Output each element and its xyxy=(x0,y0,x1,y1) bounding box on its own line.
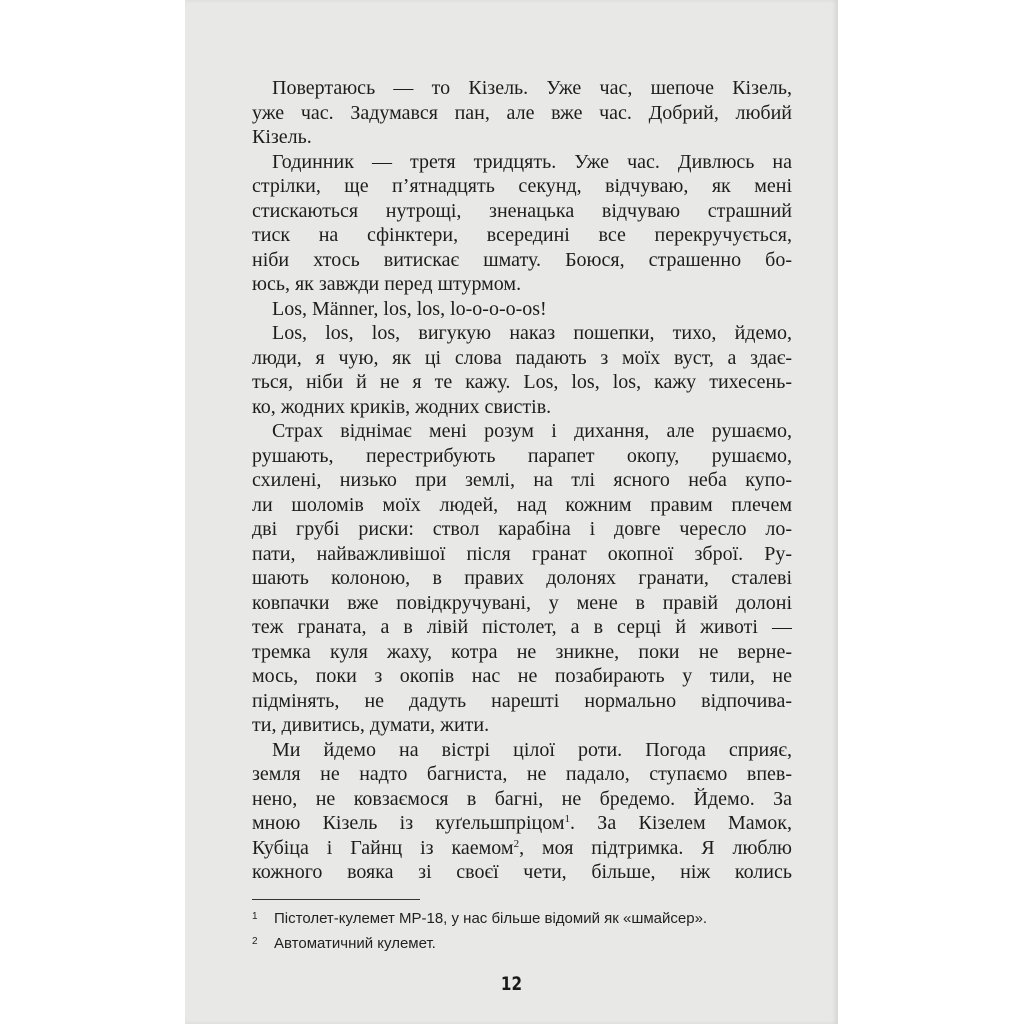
footnote-text: Автоматичний кулемет. xyxy=(274,935,436,952)
text-line-content: ковпачки вже повідкручувані, у мене в правій долоні xyxy=(252,591,792,614)
text-line xyxy=(252,591,792,616)
text-line-content: шають колоною, в правих долонях гранати, сталеві xyxy=(252,567,792,589)
text-line-content: Los, los, los, вигукую наказ пошепки, тихо, йдемо, xyxy=(272,322,792,344)
text-line-content: мось, поки з окопів нас не позабирають у тили, не xyxy=(252,665,792,687)
text-line-content: Годинник — третя тридцять. Уже час. Дивлюсь на xyxy=(272,150,792,173)
text-line-content: схилені, низько при землі, на тлі ясного неба купо- xyxy=(252,469,792,491)
text-line-content: тремка куля жаху, котра не зникне, поки не верне- xyxy=(252,640,792,663)
text-line-content: ніби хтось витискає шмату. Боюся, страшенно бо- xyxy=(252,248,792,271)
text-line-content: ко, жодних криків, жодних свистів. xyxy=(252,395,552,418)
text-line-content: дві грубі риски: ствол карабіна і довге чересло ло- xyxy=(252,518,792,540)
footnote-ref: 1 xyxy=(564,813,570,825)
text-line xyxy=(252,836,792,861)
text-line-content: земля не надто багниста, не падало, ступаємо впев- xyxy=(252,763,792,785)
text-line xyxy=(252,174,792,199)
text-line-content: Кізель. xyxy=(252,126,312,148)
text-line-content: ти, дивитись, думати, жити. xyxy=(252,714,490,736)
footnotes xyxy=(252,904,707,954)
text-line xyxy=(252,297,792,322)
text-line-content: стрілки, ще п’ятнадцять секунд, відчуваю, як мені xyxy=(252,175,792,197)
footnote-number: 1 xyxy=(252,911,258,922)
text-line-content: Повертаюсь — то Кізель. Уже час, шепоче Кізель, xyxy=(272,77,792,99)
text-line xyxy=(252,615,792,640)
text-line xyxy=(252,566,792,591)
text-line-content: мною Кізель із куґельшпріцом xyxy=(252,812,565,834)
text-line-content: Ми йдемо на вістрі цілої роти. Погода сприяє, xyxy=(272,738,792,761)
text-line xyxy=(252,689,792,714)
book-page xyxy=(185,0,838,1024)
text-line-content: Los, Männer, los, los, lo-o-o-o-os! xyxy=(272,297,547,320)
text-line-content: Страх віднімає мені розум і дихання, але рушаємо, xyxy=(272,420,792,442)
footnote-rule xyxy=(252,899,420,900)
text-line xyxy=(252,272,792,297)
text-line-content: уже час. Задумався пан, але вже час. Добрий, любий xyxy=(252,101,792,124)
text-line xyxy=(252,125,792,150)
text-line-content: юсь, як завжди перед штурмом. xyxy=(252,273,522,295)
text-line-content: тиск на сфінктери, всередині все перекручується, xyxy=(252,224,792,246)
text-line xyxy=(252,517,792,542)
text-line xyxy=(252,738,792,763)
text-line-content: нено, не ковзаємося в багні, не бредемо. Йдемо. За xyxy=(252,787,792,810)
text-line-content: стискаються нутрощі, зненацька відчуваю страшний xyxy=(252,199,792,222)
text-line xyxy=(252,199,792,224)
text-line-content: теж граната, а в лівій пістолет, а в серці й животі — xyxy=(252,616,792,638)
text-line xyxy=(252,150,792,175)
text-line xyxy=(252,713,792,738)
text-line xyxy=(252,444,792,469)
text-line xyxy=(252,370,792,395)
text-line xyxy=(252,664,792,689)
text-line xyxy=(252,860,792,885)
text-line-content: Кубіца і Гайнц із каемом xyxy=(252,836,514,859)
text-line xyxy=(252,248,792,273)
text-line xyxy=(252,419,792,444)
footnote-number: 2 xyxy=(252,936,258,947)
text-line xyxy=(252,395,792,420)
text-line-content: ться, ніби й не я те кажу. Los, los, los, кажу тихесень- xyxy=(252,371,792,393)
text-line-content: ли шоломів моїх людей, над кожним правим плечем xyxy=(252,493,792,516)
text-line-content: кожного вояка зі своєї чети, більше, ніж колись xyxy=(252,861,792,883)
text-line xyxy=(252,640,792,665)
text-line xyxy=(252,762,792,787)
text-line-content: люди, я чую, як ці слова падають з моїх вуст, а здає- xyxy=(252,346,792,369)
footnote-text: Пістолет-кулемет МР-18, у нас більше відомий як «шмайсер». xyxy=(274,910,708,927)
text-line xyxy=(252,493,792,518)
text-line xyxy=(252,468,792,493)
text-line xyxy=(252,542,792,567)
text-line xyxy=(252,321,792,346)
text-line xyxy=(252,223,792,248)
text-line xyxy=(252,76,792,101)
text-line xyxy=(252,346,792,371)
text-line-content: пати, найважливішої після гранат окопної зброї. Ру- xyxy=(252,542,792,565)
text-line-content: рушають, перестрибують парапет окопу, рушаємо, xyxy=(252,444,792,467)
footnote xyxy=(252,904,707,929)
footnote-ref: 2 xyxy=(513,837,520,850)
text-line xyxy=(252,787,792,812)
page-number: 12 xyxy=(500,973,523,995)
text-line-content: підмінять, не дадуть нарешті нормально відпочива- xyxy=(252,689,792,712)
text-line-content: . За Кізелем Мамок, xyxy=(570,812,792,834)
text-line xyxy=(252,101,792,126)
text-line xyxy=(252,811,792,836)
text-line-content: , моя підтримка. Я люблю xyxy=(519,836,792,859)
body-text xyxy=(252,76,792,885)
footnote xyxy=(252,929,707,954)
